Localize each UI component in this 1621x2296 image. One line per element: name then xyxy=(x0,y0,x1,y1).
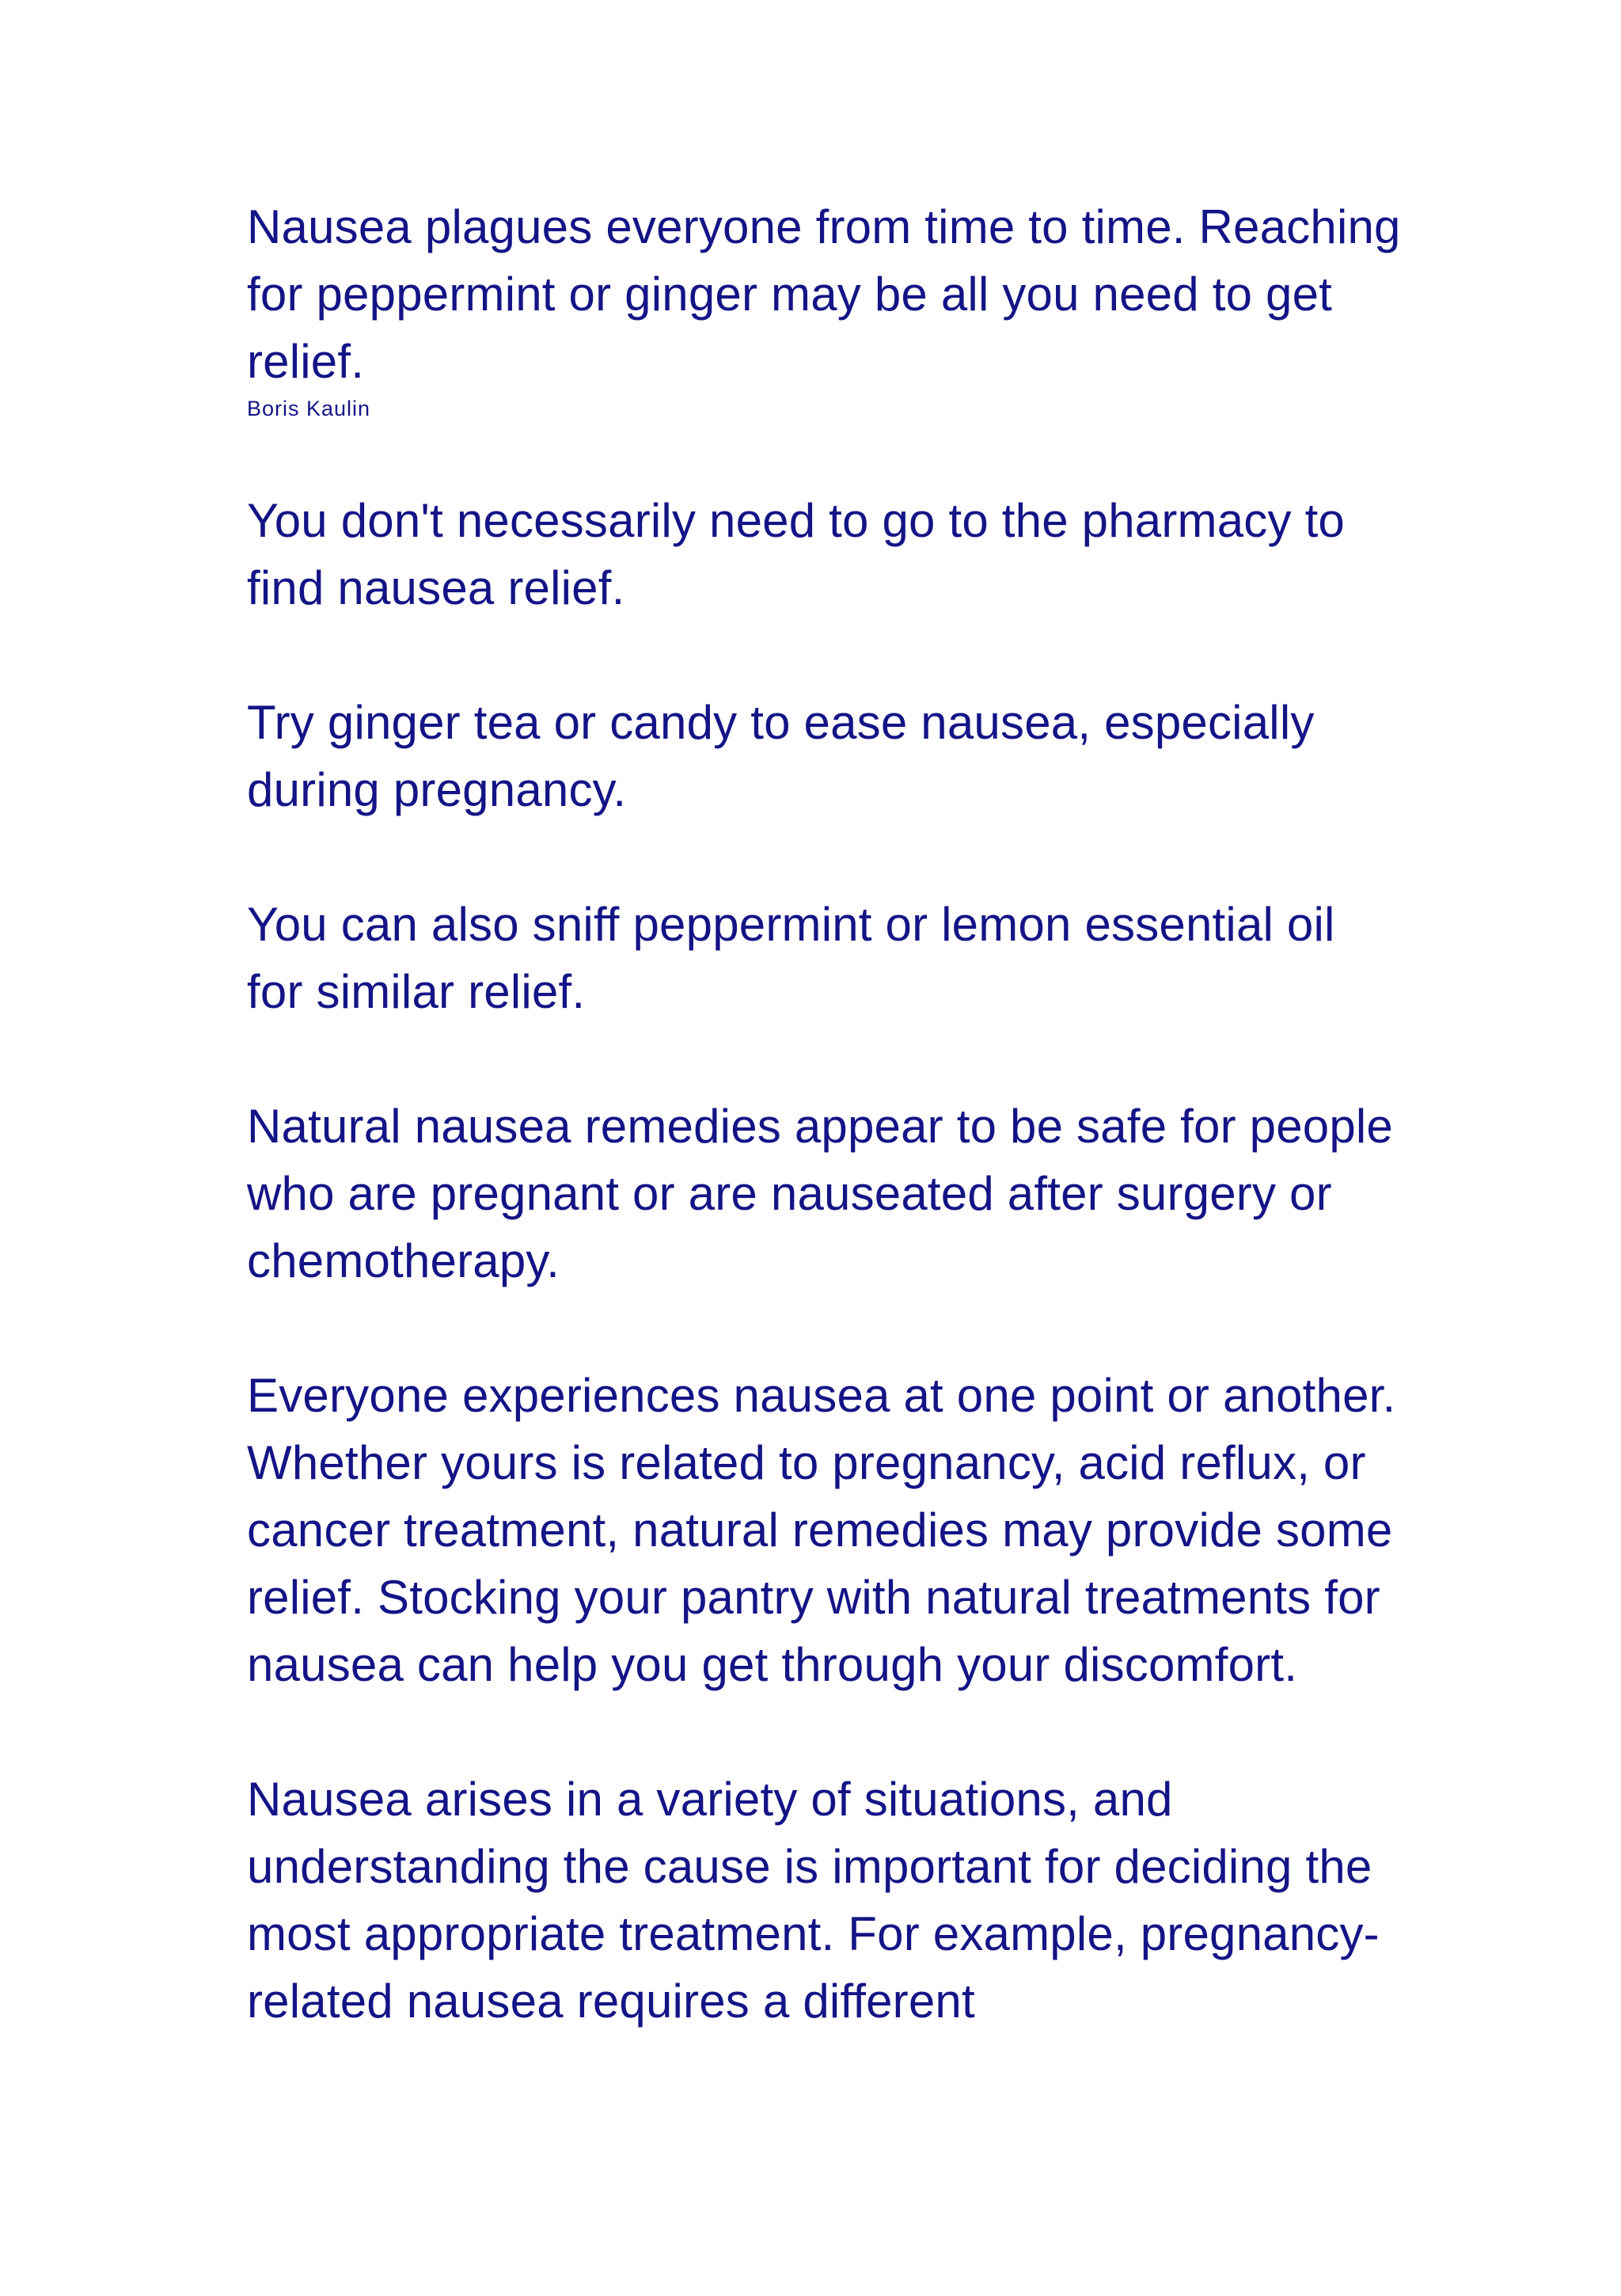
author-byline: Boris Kaulin xyxy=(247,397,371,420)
paragraph-ginger: Try ginger tea or candy to ease nausea, especially during pregnancy. xyxy=(247,696,1315,816)
paragraph-peppermint: You can also sniff peppermint or lemon essential oil for similar relief. xyxy=(247,898,1335,1018)
paragraph-everyone: Everyone experiences nausea at one point or another. Whether yours is related to pregnancy, acid reflux, or cancer treatment, natural remedies may provide some relief. Stocking your pantry with natural treatments for nausea can help you get through your discomfort. xyxy=(247,1369,1396,1691)
article-body xyxy=(247,193,1403,2035)
paragraph-pharmacy: You don't necessarily need to go to the pharmacy to find nausea relief. xyxy=(247,494,1346,614)
paragraph-safety: Natural nausea remedies appear to be safe for people who are pregnant or are nauseated after surgery or chemotherapy. xyxy=(247,1100,1393,1287)
intro-paragraph: Nausea plagues everyone from time to time. Reaching for peppermint or ginger may be all you need to get relief. xyxy=(247,200,1401,388)
paragraph-causes: Nausea arises in a variety of situations, and understanding the cause is important for deciding the most appropriate treatment. For example, pregnancy-related nausea requires a different xyxy=(247,1773,1380,2028)
